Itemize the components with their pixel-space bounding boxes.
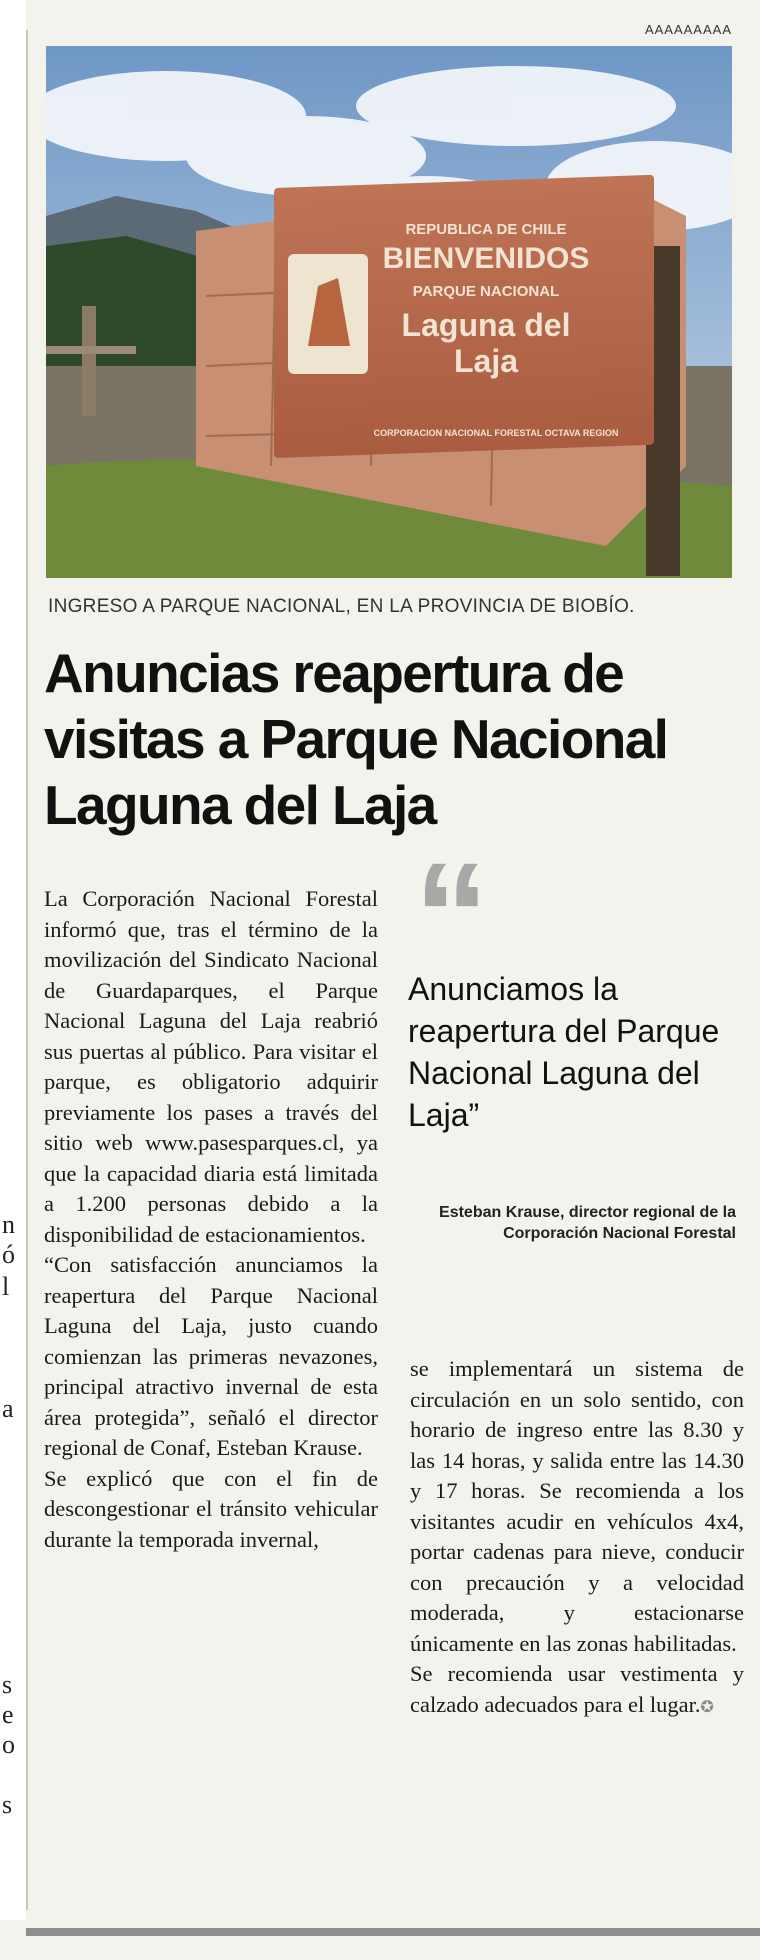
pull-quote: Anunciamos la reapertura del Parque Nacional Laguna del Laja” [408, 971, 720, 1133]
adjacent-text-fragment: a [2, 1394, 14, 1423]
body-paragraph: se implementará un sistema de circulación en un solo sentido, con horario de ingreso entre las 8.30 y las 14 horas, y salida entre las 14.30 y 17 horas. Se recomienda a los visitantes acudir en vehículos 4x4, portar cadenas para nieve, conducir con precaución y a velocidad moderada, y estacionarse únicamente en las zonas habilitadas. [410, 1356, 744, 1656]
adjacent-text-fragment: o [2, 1730, 15, 1759]
footer-rule [26, 1928, 760, 1936]
adjacent-text-fragment: e [2, 1700, 14, 1729]
sign-line-welcome: BIENVENIDOS [382, 242, 590, 275]
adjacent-text-fragment: ó [2, 1240, 15, 1269]
body-paragraph-final [410, 1659, 744, 1722]
sign-line-footer: CORPORACION NACIONAL FORESTAL OCTAVA REGION [373, 428, 619, 438]
quote-attribution: Esteban Krause, director regional de la Corporación Nacional Forestal [439, 1204, 736, 1242]
adjacent-text-fragment: s [2, 1790, 13, 1819]
adjacent-column-strip [0, 0, 26, 1920]
sign-line-republic: REPUBLICA DE CHILE [405, 221, 567, 238]
fence-rail [46, 346, 136, 354]
edition-code: AAAAAAAAA [644, 22, 732, 37]
body-paragraph: “Con satisfacción anunciamos la reapertura del Parque Nacional Laguna del Laja, justo cuando comienzan las primeras nevazones, principal atractivo invernal de esta área protegida”, señaló el director regional de Conaf, Esteban Krause. [44, 1252, 378, 1460]
article-photo [46, 46, 732, 578]
adjacent-text-fragment: s [2, 1670, 13, 1699]
sign-line-laguna: Laguna del [401, 307, 571, 343]
fence-post [82, 306, 96, 416]
quote-mark-icon: “ [414, 831, 489, 999]
column-divider [26, 30, 28, 1910]
adjacent-text-fragment: l [2, 1272, 10, 1301]
body-column-left [44, 884, 378, 1555]
body-column-right [410, 1354, 744, 1722]
sign-line-laja: Laja [453, 343, 519, 379]
sign-line-park: PARQUE NACIONAL [412, 283, 560, 300]
park-entrance-image [46, 46, 732, 578]
headline: Anuncias reapertura de visitas a Parque Nacional Laguna del Laja [44, 642, 668, 836]
body-paragraph: La Corporación Nacional Forestal informó que, tras el término de la movilización del Sindicato Nacional de Guardaparques, el Parque Nacional Laguna del Laja reabrió sus puertas al público. Para visitar el parque, es obligatorio adquirir previamente los pases a través del sitio web www.pasesparques.cl, ya que la capacidad diaria está limitada a 1.200 personas debido a la disponibilidad de estacionamientos. [44, 886, 378, 1247]
body-paragraph: Se explicó que con el fin de descongestionar el tránsito vehicular durante la temporada invernal, [44, 1465, 378, 1552]
adjacent-text-fragment: n [2, 1210, 15, 1239]
end-of-article-icon: ✪ [700, 1696, 714, 1716]
body-text: Se recomienda usar vestimenta y calzado adecuados para el lugar. [410, 1661, 744, 1717]
photo-caption: INGRESO A PARQUE NACIONAL, EN LA PROVINCIA DE BIOBÍO. [48, 596, 635, 617]
